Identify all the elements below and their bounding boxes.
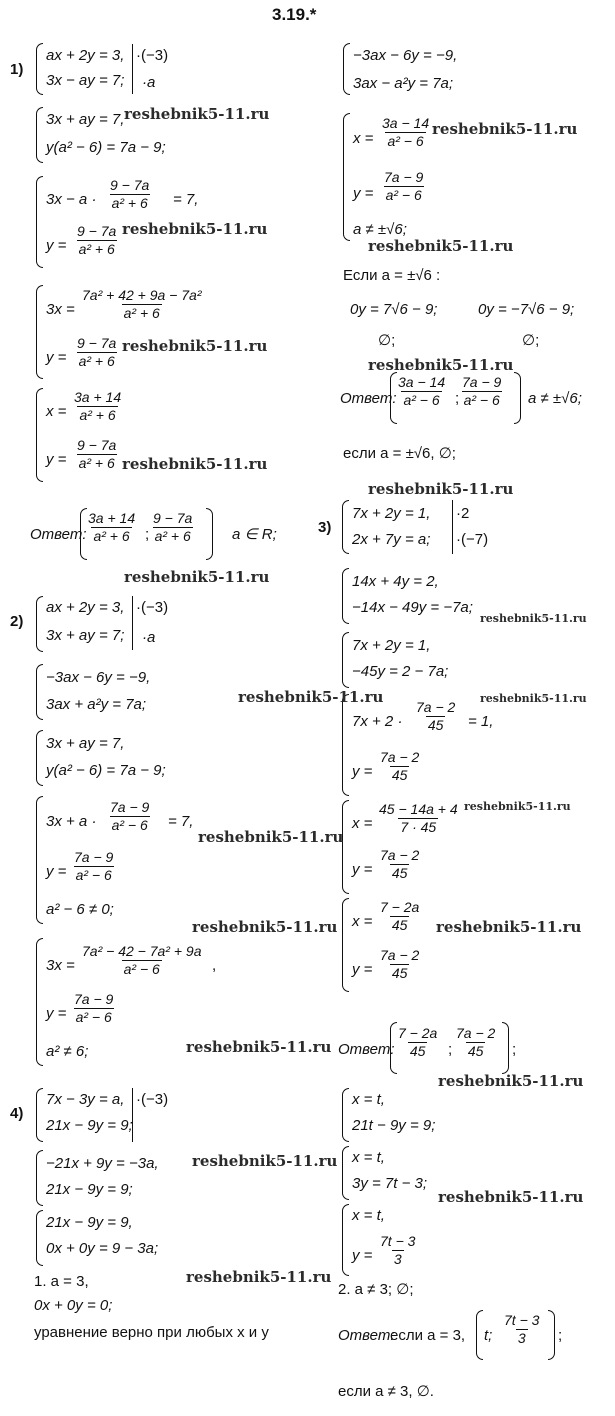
multiplier-bar (452, 500, 453, 554)
equation: 3x − ay = 7; (46, 72, 125, 89)
separator: , (212, 957, 217, 974)
watermark: reshebnik5-11.ru (192, 918, 338, 936)
fraction: $\frac{3a - 14}{\text{a² − 6}}$ (382, 115, 430, 150)
fraction: $\frac{\text{7a² − 42 − 7a² + 9a}}{\text{a² − 6}}$ (82, 943, 202, 978)
brace (36, 1210, 43, 1266)
watermark: reshebnik5-11.ru (438, 1072, 584, 1090)
fraction: $\frac{7a - 9}{\text{a² − 6}}$ (384, 169, 424, 204)
brace (342, 1204, 349, 1276)
paren-left (476, 1310, 483, 1360)
multiplier-bar (132, 596, 133, 650)
brace (36, 664, 43, 720)
equation: x = t, (352, 1207, 385, 1224)
equation: 7x + 2y = 1, (352, 505, 431, 522)
fraction: $\frac{9 - 7a}{\text{a² + 6}}$ (77, 335, 117, 370)
brace (36, 1150, 43, 1206)
watermark: reshebnik5-11.ru (480, 692, 587, 705)
fraction: $\frac{7 - 2a}{45}$ (398, 1025, 438, 1060)
watermark: reshebnik5-11.ru (436, 918, 582, 936)
fraction: $\frac{7 - 2a}{45}$ (380, 899, 420, 934)
empty-set: ∅; (378, 332, 396, 349)
fraction: $\frac{9 - 7a}{\text{a² + 6}}$ (153, 510, 193, 545)
fraction: $\frac{7a - 9}{\text{a² − 6}}$ (462, 374, 502, 409)
equation: y = (46, 237, 67, 254)
watermark: reshebnik5-11.ru (122, 337, 268, 355)
equation: −21x + 9y = −3a, (46, 1155, 159, 1172)
watermark: reshebnik5-11.ru (122, 455, 268, 473)
brace (36, 796, 43, 924)
equation: 3x − a · (46, 191, 97, 208)
fraction: $\frac{7t - 3}{3}$ (504, 1312, 540, 1347)
equation: y(a² − 6) = 7a − 9; (46, 139, 166, 156)
equation: y = (46, 1005, 67, 1022)
equation: −3ax − 6y = −9, (353, 47, 458, 64)
brace (36, 285, 43, 379)
watermark: reshebnik5-11.ru (238, 688, 384, 706)
equation: x = t, (352, 1149, 385, 1166)
watermark: reshebnik5-11.ru (122, 220, 268, 238)
equation: y(a² − 6) = 7a − 9; (46, 762, 166, 779)
fraction: $\frac{45 - 14a + 4}{7 \cdot 45}$ (379, 801, 458, 836)
brace (342, 800, 349, 894)
brace (36, 107, 43, 163)
answer-condition: a ≠ ±√6; (528, 390, 582, 407)
multiplier: ·(−3) (136, 47, 169, 64)
equation: 2x + 7y = a; (352, 531, 431, 548)
answer-label: Ответ: (338, 1327, 395, 1344)
equation: a² ≠ 6; (46, 1043, 89, 1060)
case-1: 1. a = 3, (34, 1273, 89, 1290)
multiplier-bar (132, 1088, 133, 1142)
multiplier: ·a (142, 629, 156, 646)
brace (343, 113, 350, 241)
equation: 7x − 3y = a, (46, 1091, 125, 1108)
task-number: 3.19.* (272, 5, 317, 24)
fraction: $\frac{3a - 14}{\text{a² − 6}}$ (398, 374, 446, 409)
equation: 3y = 7t − 3; (352, 1175, 428, 1192)
paren-right (514, 372, 521, 424)
equation: 0y = −7√6 − 9; (478, 301, 575, 318)
brace (36, 730, 43, 786)
watermark: reshebnik5-11.ru (368, 480, 514, 498)
paren-right (548, 1310, 555, 1360)
part-1-label: 1) (10, 61, 24, 78)
equation: 3x = (46, 301, 75, 318)
equation: y = (46, 349, 67, 366)
part-4-label: 4) (10, 1105, 24, 1122)
equation: x = (46, 403, 67, 420)
equation: 0x + 0y = 0; (34, 1297, 113, 1314)
brace (342, 1146, 349, 1200)
answer-label: Ответ: (30, 526, 87, 543)
equation: x = t, (352, 1091, 385, 1108)
equation: 3x = (46, 957, 75, 974)
equation: x = (352, 815, 373, 832)
brace (36, 388, 43, 482)
equation: = 7, (173, 191, 199, 208)
separator: ; (558, 1327, 563, 1344)
multiplier-bar (132, 44, 133, 94)
fraction: $\frac{3a + 14}{\text{a² + 6}}$ (88, 510, 136, 545)
equation: 3ax − a²y = 7a; (353, 75, 454, 92)
equation: 21t − 9y = 9; (352, 1117, 436, 1134)
equation: t; (484, 1327, 493, 1344)
equation: 14x + 4y = 2, (352, 573, 439, 590)
empty-set: ∅; (522, 332, 540, 349)
fraction: $\frac{7a - 2}{45}$ (416, 699, 456, 734)
equation: a² − 6 ≠ 0; (46, 901, 114, 918)
answer-label: Ответ: (338, 1041, 395, 1058)
brace (36, 938, 43, 1066)
equation: 21x − 9y = 9; (46, 1181, 133, 1198)
paren-right (502, 1022, 509, 1074)
brace (36, 176, 43, 268)
watermark: reshebnik5-11.ru (198, 828, 344, 846)
separator: ; (455, 390, 460, 407)
equation: y = (352, 763, 373, 780)
watermark: reshebnik5-11.ru (368, 237, 514, 255)
fraction: $\frac{7a - 2}{45}$ (456, 1025, 496, 1060)
brace (36, 596, 43, 652)
watermark: reshebnik5-11.ru (124, 105, 270, 123)
equation: 3ax + a²y = 7a; (46, 696, 147, 713)
equation: y = (46, 863, 67, 880)
equation: 3x + ay = 7, (46, 735, 125, 752)
brace (36, 43, 43, 95)
equation: a ≠ ±√6; (353, 221, 407, 238)
brace (342, 694, 349, 796)
fraction: $\frac{7t - 3}{3}$ (380, 1233, 416, 1268)
fraction: $\frac{9 - 7a}{\text{a² + 6}}$ (77, 437, 117, 472)
multiplier: ·(−3) (136, 1091, 169, 1108)
equation: 0y = 7√6 − 9; (350, 301, 438, 318)
equation: = 7, (168, 813, 194, 830)
equation: ax + 2y = 3, (46, 599, 125, 616)
case-1-text: уравнение верно при любых x и y (34, 1324, 269, 1341)
watermark: reshebnik5-11.ru (186, 1038, 332, 1056)
equation: 21x − 9y = 9, (46, 1214, 133, 1231)
equation: = 1, (468, 713, 494, 730)
equation: 3x + ay = 7; (46, 627, 125, 644)
brace (343, 43, 350, 95)
watermark: reshebnik5-11.ru (186, 1268, 332, 1286)
watermark: reshebnik5-11.ru (368, 356, 514, 374)
condition-text: Если a = ±√6 : (343, 267, 441, 284)
watermark: reshebnik5-11.ru (480, 612, 587, 625)
answer-case: если a = 3, (390, 1327, 466, 1344)
equation: −3ax − 6y = −9, (46, 669, 151, 686)
separator: ; (145, 526, 150, 543)
equation: x = (352, 913, 373, 930)
part-3-label: 3) (318, 519, 332, 536)
brace (36, 1088, 43, 1142)
watermark: reshebnik5-11.ru (192, 1152, 338, 1170)
watermark: reshebnik5-11.ru (432, 120, 578, 138)
fraction: $\frac{9 - 7a}{\text{a² + 6}}$ (110, 177, 150, 212)
fraction: $\frac{3a + 14}{\text{a² + 6}}$ (74, 389, 122, 424)
case-2: 2. a ≠ 3; ∅; (338, 1281, 414, 1298)
brace (342, 568, 349, 624)
multiplier: ·2 (456, 505, 470, 522)
equation: 7x + 2 · (352, 713, 403, 730)
equation: 7x + 2y = 1, (352, 637, 431, 654)
multiplier: ·(−7) (456, 531, 489, 548)
equation: 3x + ay = 7, (46, 111, 125, 128)
equation: x = (353, 130, 374, 147)
equation: 0x + 0y = 9 − 3a; (46, 1240, 159, 1257)
brace (342, 632, 349, 688)
equation: y = (352, 1247, 373, 1264)
answer-label: Ответ: (340, 390, 397, 407)
fraction: $\frac{7a - 9}{\text{a² − 6}}$ (110, 799, 150, 834)
fraction: $\frac{9 - 7a}{\text{a² + 6}}$ (77, 223, 117, 258)
equation: y = (352, 961, 373, 978)
brace (342, 500, 349, 554)
watermark: reshebnik5-11.ru (438, 1188, 584, 1206)
answer-condition: a ∈ R; (232, 526, 277, 543)
equation: −14x − 49y = −7a; (352, 599, 473, 616)
equation: −45y = 2 − 7a; (352, 663, 449, 680)
watermark: reshebnik5-11.ru (464, 800, 571, 813)
watermark: reshebnik5-11.ru (124, 568, 270, 586)
multiplier: ·(−3) (136, 599, 169, 616)
brace (342, 898, 349, 992)
brace (342, 1088, 349, 1142)
fraction: $\frac{7a - 9}{\text{a² − 6}}$ (74, 849, 114, 884)
fraction: $\frac{7a - 2}{45}$ (380, 749, 420, 784)
equation: y = (352, 861, 373, 878)
separator: ; (448, 1041, 453, 1058)
equation: 21x − 9y = 9; (46, 1117, 133, 1134)
condition-text: если a ≠ 3, ∅. (338, 1383, 434, 1400)
part-2-label: 2) (10, 613, 24, 630)
fraction: $\frac{7a - 9}{\text{a² − 6}}$ (74, 991, 114, 1026)
condition-text: если a = ±√6, ∅; (343, 445, 456, 462)
separator: ; (512, 1041, 517, 1058)
fraction: $\frac{7a - 2}{45}$ (380, 847, 420, 882)
equation: ax + 2y = 3, (46, 47, 125, 64)
equation: y = (353, 185, 374, 202)
equation: y = (46, 451, 67, 468)
paren-right (206, 508, 213, 560)
fraction: $\frac{\text{7a² + 42 + 9a − 7a²}}{\text{a² + 6}}$ (82, 287, 202, 322)
fraction: $\frac{7a - 2}{45}$ (380, 947, 420, 982)
equation: 3x + a · (46, 813, 97, 830)
multiplier: ·a (142, 74, 156, 91)
